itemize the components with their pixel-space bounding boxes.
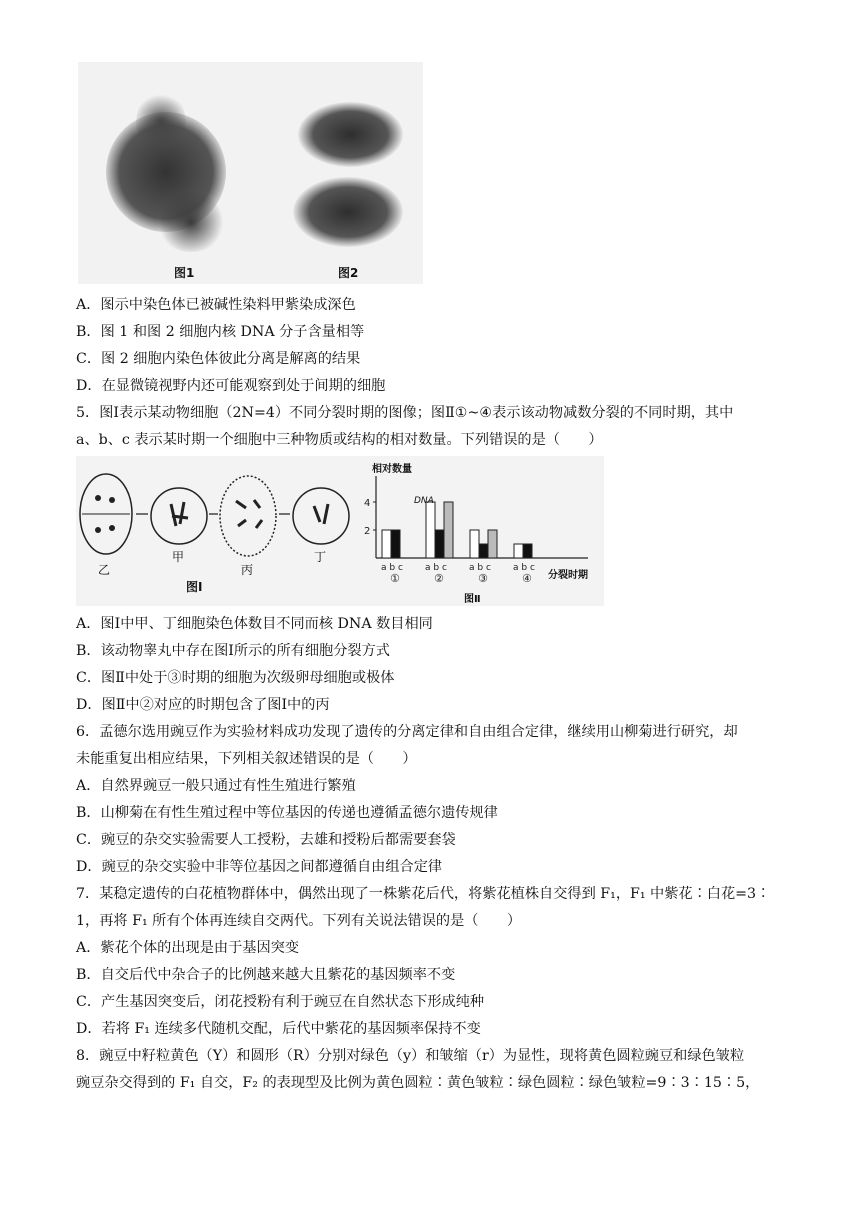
figure1-cells-drawing [76,456,356,606]
cell-bing [220,476,276,556]
cell-label-jia: 甲 [172,550,185,564]
q7-stem-line1: 7．某稳定遗传的白花植物群体中，偶然出现了一株紫花后代，将紫花植株自交得到 F₁，F₁ 中紫花∶白花=3∶ [76,886,771,902]
cell-label-yi: 乙 [98,563,111,577]
q4-option-b: B．图 1 和图 2 细胞内核 DNA 分子含量相等 [76,324,365,340]
bar-b-4 [523,544,532,558]
category-label: ② [434,572,444,585]
chart-annotation: DNA [414,496,434,506]
q6-option-a: A．自然界豌豆一般只通过有性生殖进行繁殖 [76,778,356,794]
category-label: ③ [478,572,488,585]
bar-chart [356,456,604,606]
bar-letters-label: a b c [425,563,447,573]
bar-a-2 [426,502,435,558]
q5-figure2 [356,456,604,606]
q6-option-b: B．山柳菊在有性生殖过程中等位基因的传递也遵循孟德尔遗传规律 [76,805,498,821]
chart-xlabel: 分裂时期 [548,570,588,581]
q5-option-d: D．图Ⅱ中②对应的时期包含了图Ⅰ中的丙 [76,697,330,713]
q5-figure1 [76,456,356,606]
bar-a-3 [470,530,479,558]
cell-label-ding: 丁 [314,550,327,564]
bar-b-1 [391,530,400,558]
figure1-label: 图1 [174,266,195,280]
figure2-chromosomes-image [293,102,408,252]
cell-yi [80,474,132,554]
q5-option-b: B．该动物睾丸中存在图Ⅰ所示的所有细胞分裂方式 [76,643,390,659]
q5-option-a: A．图Ⅰ中甲、丁细胞染色体数目不同而核 DNA 数目相同 [76,616,433,632]
bar-b-2 [435,530,444,558]
q4-option-a: A．图示中染色体已被碱性染料甲紫染成深色 [76,297,356,313]
bar-letters-label: a b c [469,563,491,573]
q5-option-c: C．图Ⅱ中处于③时期的细胞为次级卵母细胞或极体 [76,670,395,686]
q6-stem-line2: 未能重复出相应结果，下列相关叙述错误的是（ ） [76,751,417,767]
cell-label-bing: 丙 [241,563,254,577]
q8-stem-line2: 豌豆杂交得到的 F₁ 自交，F₂ 的表现型及比例为黄色圆粒∶黄色皱粒∶绿色圆粒∶绿色皱粒=9∶3∶15∶5， [76,1075,760,1091]
figure1-chromosomes-image [96,92,241,252]
cell-jia [151,488,207,544]
figure2-label: 图2 [338,266,359,280]
q5-stem-line1: 5．图Ⅰ表示某动物细胞（2N=4）不同分裂时期的图像；图Ⅱ①~④表示该动物减数分裂的不同时期，其中 [76,405,734,421]
q6-option-d: D．豌豆的杂交实验中非等位基因之间都遵循自由组合定律 [76,859,443,875]
q6-option-c: C．豌豆的杂交实验需要人工授粉，去雄和授粉后都需要套袋 [76,832,456,848]
figure2-caption: 图Ⅱ [464,594,481,605]
bar-a-1 [382,530,391,558]
chart-ylabel: 相对数量 [372,464,412,475]
category-label: ④ [522,572,532,585]
q8-stem-line1: 8．豌豆中籽粒黄色（Y）和圆形（R）分别对绿色（y）和皱缩（r）为显性，现将黄色圆粒豌豆和绿色皱粒 [76,1048,745,1064]
q5-stem-line2: a、b、c 表示某时期一个细胞中三种物质或结构的相对数量。下列错误的是（ ） [76,432,603,448]
q7-option-a: A．紫花个体的出现是由于基因突变 [76,940,300,956]
q6-stem-line1: 6．孟德尔选用豌豆作为实验材料成功发现了遗传的分离定律和自由组合定律，继续用山柳菊进行研究，却 [76,724,738,740]
q7-stem-line2: 1，再将 F₁ 所有个体再连续自交两代。下列有关说法错误的是（ ） [76,913,522,929]
bar-c-3 [488,530,497,558]
q7-option-d: D．若将 F₁ 连续多代随机交配，后代中紫花的基因频率保持不变 [76,1021,481,1037]
y-tick-label: 4 [364,498,371,509]
q7-option-b: B．自交后代中杂合子的比例越来越大且紫花的基因频率不变 [76,967,456,983]
bar-b-3 [479,544,488,558]
bar-letters-label: a b c [513,563,535,573]
q4-option-d: D．在显微镜视野内还可能观察到处于间期的细胞 [76,378,386,394]
figure1-caption: 图Ⅰ [186,580,203,594]
bar-a-4 [514,544,523,558]
cell-ding [293,488,349,544]
q7-option-c: C．产生基因突变后，闭花授粉有利于豌豆在自然状态下形成纯种 [76,994,485,1010]
bar-letters-label: a b c [381,563,403,573]
bar-c-2 [444,502,453,558]
micrograph-figure [78,62,423,284]
q4-option-c: C．图 2 细胞内染色体彼此分离是解离的结果 [76,351,361,367]
y-tick-label: 2 [364,526,371,537]
category-label: ① [390,572,400,585]
